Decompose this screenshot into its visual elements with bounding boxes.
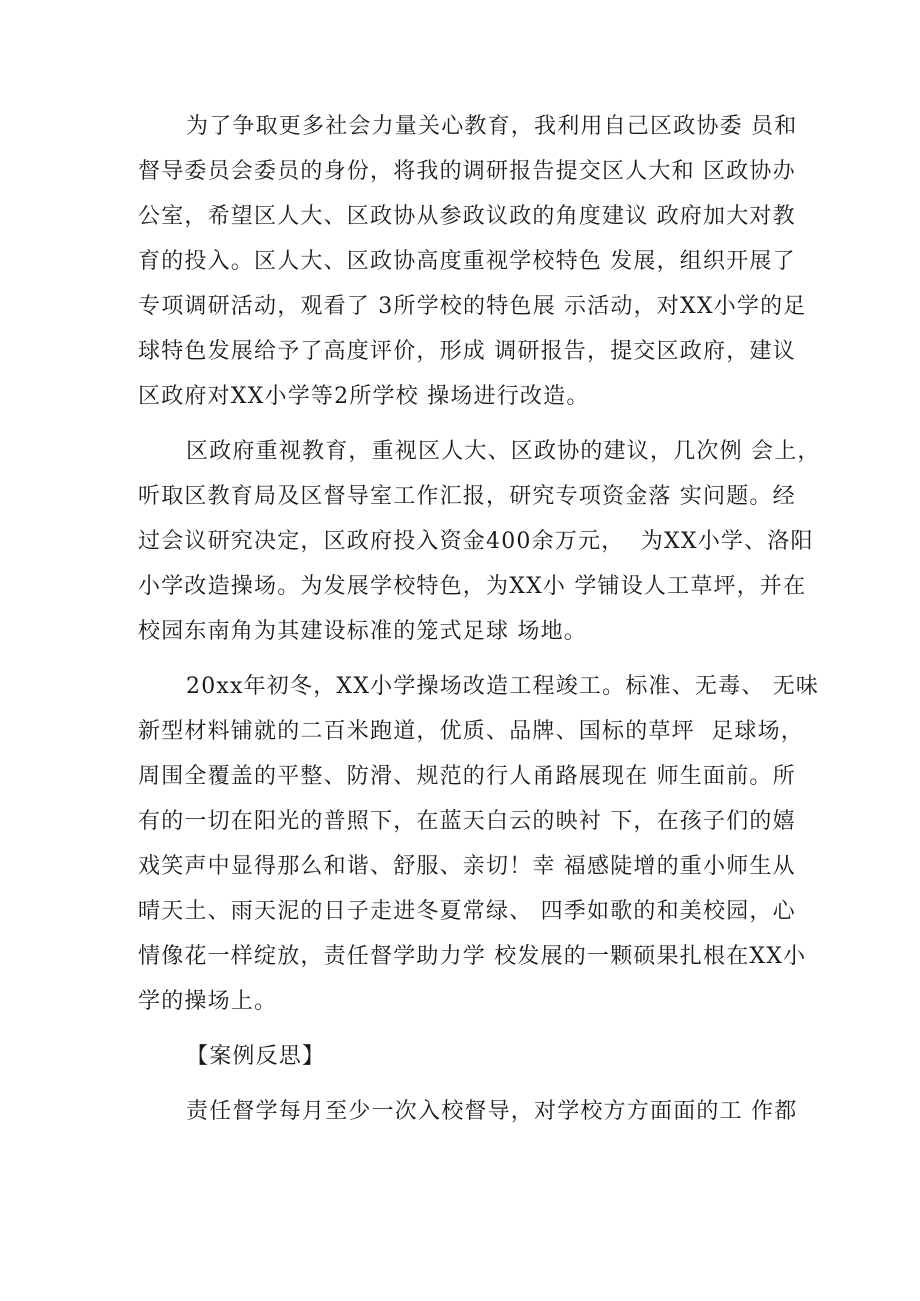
- text-line: 学的操场上。: [138, 989, 278, 1014]
- text-line: 周围全覆盖的平整、防滑、规范的行人甬路展现在 师生面前。所: [138, 764, 796, 789]
- text-line: 晴天土、雨天泥的日子走进冬夏常绿、 四季如歌的和美校园，心: [138, 899, 796, 924]
- text-line: 督导委员会委员的身份，将我的调研报告提交区人大和 区政协办: [138, 159, 796, 184]
- text-line: 20xx年初冬，XX小学操场改造工程竣工。标准、无毒、 无味: [186, 674, 820, 699]
- text-line: 情像花一样绽放，责任督学助力学 校发展的一颗硕果扎根在XX小: [138, 944, 807, 969]
- text-line: 球特色发展给予了高度评价，形成 调研报告，提交区政府，建议: [138, 339, 796, 364]
- document-body: [138, 104, 821, 1134]
- text-line: 区政府对XX小学等2所学校 操场进行改造。: [138, 384, 590, 409]
- text-line: 校园东南角为其建设标准的笼式足球 场地。: [138, 619, 587, 644]
- text-line: 责任督学每月至少一次入校督导，对学校方方面面的工 作都: [186, 1099, 798, 1124]
- paragraph-3: [138, 664, 820, 1024]
- section-heading: [138, 1034, 798, 1079]
- paragraph-4: [138, 1089, 798, 1134]
- section-heading-text: 【案例反思】: [186, 1044, 326, 1069]
- text-line: 有的一切在阳光的普照下，在蓝天白云的映衬 下，在孩子们的嬉: [138, 809, 796, 834]
- text-line: 为了争取更多社会力量关心教育，我利用自己区政协委 员和: [186, 114, 798, 139]
- text-line: 戏笑声中显得那么和谐、舒服、亲切！幸 福感陡增的重小师生从: [138, 854, 796, 879]
- text-line: 过会议研究决定，区政府投入资金400余万元， 为XX小学、洛阳: [138, 529, 814, 554]
- text-line: 听取区教育局及区督导室工作汇报，研究专项资金落 实问题。经: [138, 484, 796, 509]
- paragraph-1: [138, 104, 807, 419]
- paragraph-2: [138, 429, 821, 654]
- text-line: 小学改造操场。为发展学校特色，为XX小 学铺设人工草坪，并在: [138, 574, 807, 599]
- text-line: 育的投入。区人大、区政协高度重视学校特色 发展，组织开展了: [138, 249, 796, 274]
- text-line: 专项调研活动，观看了 3所学校的特色展 示活动，对XX小学的足: [138, 294, 807, 319]
- text-line: 区政府重视教育，重视区人大、区政协的建议，几次例 会上，: [186, 439, 821, 464]
- text-line: 新型材料铺就的二百米跑道，优质、品牌、国标的草坪 足球场，: [138, 719, 804, 744]
- text-line: 公室，希望区人大、区政协从参政议政的角度建议 政府加大对教: [138, 204, 796, 229]
